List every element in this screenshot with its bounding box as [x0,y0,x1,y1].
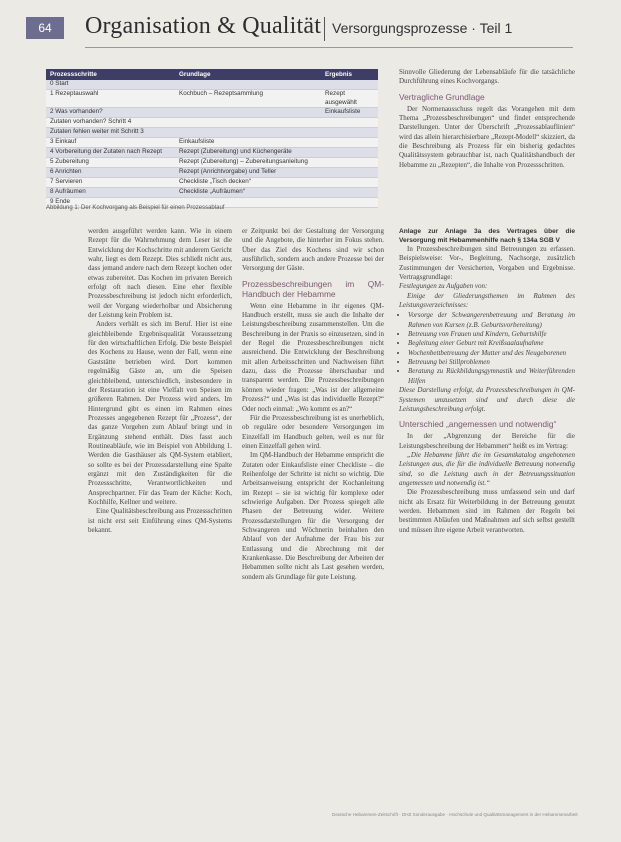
paragraph: werden ausgeführt werden kann. Wie in einem Rezept für die Wahrnehmung dem Leser ist die Entwicklung der Kochschritte mit anderem Gericht wahr, liegt es dem Rezept. Dies schließt nicht aus, dass jemand andere nach dem Rezept kochen oder etwas zubereitet. Das Kochen im privaten Bereich erfolgt oft nach diesen. Eine eher flexible Prozessbeschreibung ist jedoch nicht erforderlich, weil der Vorgang wiederholbar und Absicherung der Leistung kein Problem ist. [88,227,232,320]
table-cell: Rezept ausgewählt [325,90,357,106]
table-cell: Zutaten fehlen weiter mit Schritt 3 [50,128,144,136]
table-header-cell: Grundlage [179,71,211,78]
table-row [46,148,378,158]
paragraph: Wenn eine Hebamme in ihr eigenes QM-Handbuch erstellt, muss sie auch die Inhalte der Leistungsbeschreibung zusammenstellen. Um die Beschreibung in der Praxis so einzusetzen, sind in der Regel die Prozessbeschreibungen nicht ausreichend. Die Entwicklung der Beschreibung mit allen Arbeitsschritten und Nachweisen führt dazu, dass die Prozesse überschaubar und transparent werden. Die Prozessbeschreibungen können wieder fragen: „Was ist der allgemeine Prozess?“ und „Was ist das individuelle Rezept?“ Oder noch einmal: „Wo kommt es an?“ [242,301,384,413]
list-item: • Begleitung einer Geburt mit Kreißsaalaufnahme [408,339,575,348]
section-heading: Vertragliche Grundlage [399,91,485,102]
list-item: • Wochenbettbetreuung der Mutter und des Neugeborenen [408,349,575,358]
table-cell: Kochbuch – Rezeptsammlung [179,90,264,97]
table-row [46,168,378,178]
paragraph: „Die Hebamme führt die im Gesamtkatalog angebotenen Leistungen aus, die für die individuelle Betreuung notwendig sind, so die Leistung auch in der Betreuungssituation angemessen und notwendig ist.“ [399,450,575,487]
paragraph: Der Normenausschuss regelt das Vorangehen mit dem Thema „Prozessbeschreibungen“ und findet entsprechende Darstellungen. Unter der Überschrift „Prozessablauflinien“ wird das allein hierarchisierbare „Rezept-Modell“ skizziert, da die Beschreibung als Prozess für ein bisherig gedachtes Qualitätssystem gebrauchbar ist, nach Qualitätshandbuch der Hebamme zu „Rezepten“, die Inhalte von Prozessschritten. [399,104,575,169]
paragraph: Sinnvolle Gliederung der Lebensabläufe für die tatsächliche Durchführung eines Kochvorgangs. [399,68,575,86]
table-cell [322,118,378,127]
table-cell: Checkliste „Tisch decken“ [179,178,251,186]
table-cell: 4 Vorbereitung der Zutaten nach Rezept [50,148,163,156]
paragraph: er Zeitpunkt bei der Gestaltung der Versorgung und die Angebote, die hinterher im Fokus stehen. Über das Ziel des Kochens sind wir schon ausführlich, sondern auch andere Prozesse bei der Versorgung der Gäste. [242,227,384,273]
table-cell: Einkaufsliste [325,108,361,116]
list-item: • Betreuung bei Stillproblemen [408,358,575,367]
section-heading: Prozessbeschreibungen im QM-Handbuch der Hebamme [242,278,384,299]
process-table [46,69,378,208]
table-cell [322,128,378,137]
bullet-list [399,311,575,386]
table-row [46,158,378,168]
list-item: • Vorsorge der Schwangerenbetreuung und Beratung im Rahmen von Kursen (z.B. Geburtsvorbereitung) [408,311,575,330]
list-item: • Beratung zu Rückbildungsgymnastik und Weiterführenden Hilfen [408,367,575,386]
header-separator [324,17,325,41]
page-footer: Deutsche Hebammen-Zeitschrift · DHZ Sonderausgabe · Hochschule und Qualitätsmanagement in der Hebammenarbeit [332,812,578,817]
header-rule [85,47,573,48]
table-cell [176,108,322,117]
table-cell: 3 Einkauf [50,138,77,146]
text-column-2 [242,227,384,582]
table-cell: 9 Ende [50,198,70,206]
table-cell [322,138,378,147]
paragraph: In der „Abgrenzung der Bereiche für die Leistungsbeschreibung der Hebammen“ heißt es im Vertrag: [399,432,575,450]
table-header-cell: Ergebnis [325,71,352,78]
table-cell: 2 Was vorhanden? [50,108,103,116]
page-subtitle: Versorgungsprozesse · Teil 1 [332,20,513,36]
table-cell: Rezept (Zubereitung) und Küchengeräte [179,148,292,156]
table-row [46,90,378,108]
table-cell [176,118,322,127]
table-cell: 6 Anrichten [50,168,82,176]
paragraph: Eine Qualitätsbeschreibung aus Prozessschritten ist nicht erst seit Einführung eines QM-Systems bekannt. [88,507,232,534]
table-cell [322,80,378,89]
table-cell: Einkaufsliste [179,138,215,146]
table-body [46,80,378,208]
page-title: Organisation & Qualität [85,13,322,39]
table-row [46,138,378,148]
paragraph: Einige der Gliederungsthemen im Rahmen des Leistungsverzeichnisses: [399,291,575,310]
table-cell: Rezept (Zubereitung) – Zubereitungsanleitung [179,158,308,166]
table-header [46,69,378,80]
bold-heading: Anlage zur Anlage 3a des Vertrages über die Versorgung mit Hebammenhilfe nach § 134a SGB V [399,228,575,244]
table-row [46,118,378,128]
page-number-badge: 64 [26,17,64,39]
table-cell: Checkliste „Aufräumen“ [179,188,245,196]
table-cell: Rezept (Anrichtvorgabe) und Teller [179,168,277,176]
table-row [46,108,378,118]
table-cell [176,128,322,137]
text-column-1 [88,227,232,535]
paragraph: In Prozessbeschreibungen sind Betreuungen zu erfassen. Beispielsweise: Vor-, Begleitung, Nachsorge, zusätzlich Zustimmungen der Versicherten, Vorgaben und Ergebnisse. Vertragsgrundlage: [399,245,575,282]
paragraph: Im QM-Handbuch der Hebamme entspricht die Zutaten oder Einkaufsliste einer Checkliste – die Reihenfolge der Schritte ist nicht so wichtig. Die Arbeitsanweisung entspricht der Kochanleitung im Rezept – sie ist wichtig für komplexe oder schwierige Aufgaben. Der Prozess spiegelt alle Phasen der Betreuung wider. Weitere Prozessdarstellungen für die Versorgung der Schwangeren und Wöchnerin beinhalten den Ablauf von der Aufnahme der Frau bis zur Entlassung und die Abrechnung mit der Krankenkasse. Die Beschreibung der Arbeiten der Hebammen sollte nicht als Last gesehen werden, sondern als Grundlage für gute Leistung. [242,451,384,581]
table-row [46,178,378,188]
table-cell: 7 Servieren [50,178,83,186]
paragraph: Anders verhält es sich im Beruf. Hier ist eine gleichbleibende Ergebnisqualität Voraussetzung für den wirtschaftlichen Erfolg. Die beste Beispiel des Kochens zu Hause, wenn der Fall, wenn eine Gaststätte betrieben wird. Dort kommen regelmäßig Gäste an, um die Speisen gleichbleibend, unterschiedlich, insbesondere in der Restauration ist eine Vielfalt von Speisen im größeren Rahmen. Der Prozess wird anders. Im Hintergrund gibt es einen im Rahmen eines Prozesses angegebenen Rezept für „Prozess“, der das ganze Vorgehen zum Ablauf bringt und in Ergänzung stehend enthält. Dies fasst auch Routineabläufe, wie im Beispiel von Abbildung 1. Werden die Gasthäuser als QM-System etabliert, so sollte es bei der Prozessdarstellung eine Spalte ergänzt mit den Zuständigkeiten für die Prozessschritte, Verantwortlichkeiten und Ansprechpartner. Für das Team der Küche: Koch, Kochhilfe, Kellner und weitere. [88,320,232,506]
table-row [46,80,378,90]
text-column-3 [399,227,575,535]
table-cell: 0 Start [50,80,69,87]
table-row [46,128,378,138]
table-cell [176,80,322,89]
section-heading: Unterschied „angemessen und notwendig“ [399,419,557,430]
paragraph: Für die Prozessbeschreibung ist es unerheblich, ob reguläre oder besondere Versorgungen im Einzelfall im Handbuch gelten, weil es nur für einen Einzelfall gehen wird. [242,413,384,450]
table-header-cell: Prozessschritte [50,71,97,78]
paragraph: Diese Darstellung erfolgt, da Prozessbeschreibungen in QM-Systemen umzusetzen sind und durch diese die Leistungsbeschreibung erfolgt. [399,386,575,413]
table-cell [322,178,378,187]
paragraph: Die Prozessbeschreibung muss umfassend sein und darf nicht als Ersatz für Weiterbildung in der Betreuung genutzt werden. Hebammen sind im Rahmen der Regeln bei bestimmten Abläufen und Maßnahmen auf sich selbst gestellt und müssen ihre eigene Arbeit verantworten. [399,488,575,534]
table-cell: 1 Rezeptauswahl [50,90,99,97]
table-cell [322,148,378,157]
table-cell [322,188,378,197]
list-item: • Betreuung von Frauen und Kindern, Geburtshilfe [408,330,575,339]
table-cell: 5 Zubereitung [50,158,89,166]
table-cell: Zutaten vorhanden? Schritt 4 [50,118,132,126]
table-caption: Abbildung 1: Der Kochvorgang als Beispiel für einen Prozessablauf [46,205,225,211]
table-cell [322,158,378,167]
table-cell [322,168,378,177]
table-cell: 8 Aufräumen [50,188,86,196]
paragraph: Festlegungen zu Aufgaben von: [399,282,488,291]
table-row [46,188,378,198]
column-right-top [399,68,575,170]
